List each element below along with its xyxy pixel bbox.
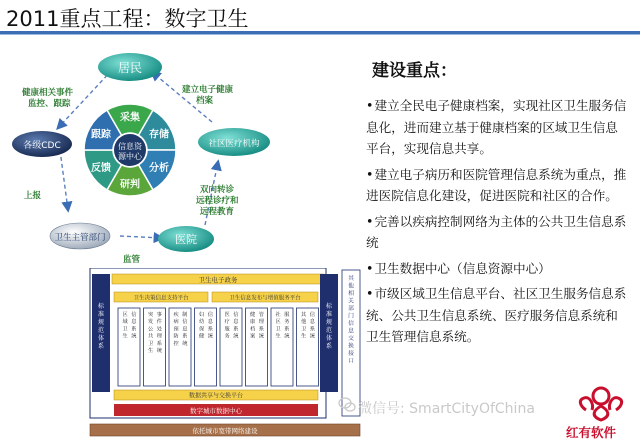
arch-system-column-label: 疾病预防控制信息系统: [173, 312, 188, 347]
bullet-icon: •: [366, 260, 374, 276]
arch-system-column: [144, 308, 166, 386]
key-point-item: [366, 283, 628, 348]
arch-data-center-label: 数字城市数据中心: [190, 407, 242, 415]
key-points-list: [366, 95, 628, 348]
edge-label-monitor-l2: 监控、跟踪: [28, 99, 71, 109]
edge-label-referral-l1: 双向转诊: [200, 185, 235, 195]
info-resource-wheel: [84, 104, 176, 196]
edge-label-report: 上报: [24, 191, 42, 201]
arch-system-column: [271, 308, 293, 386]
arch-exchange-platform-label: 数据共享与交换平台: [188, 392, 244, 400]
architecture-diagram: [88, 268, 364, 440]
arrow-health-dept-hospital: [120, 236, 162, 238]
company-logo-text: 红有软件: [566, 425, 617, 440]
arch-platform-left-label: 卫生决策信息支持平台: [133, 295, 189, 302]
node-hospital: [158, 226, 214, 252]
wheel-segment-label: 跟踪: [90, 129, 111, 141]
edge-label-monitor: [21, 87, 76, 109]
key-point-text: 卫生数据中心（信息资源中心）: [374, 260, 551, 276]
bullet-icon: •: [366, 98, 374, 113]
key-point-text: 市级区域卫生信息平台、社区卫生服务信息系统、公共卫生信息系统、医疗服务信息系统和卫生管理信息系统。: [366, 286, 627, 344]
arch-system-column: [220, 308, 242, 386]
slide-title-bar: [0, 0, 640, 32]
bullet-icon: •: [366, 286, 374, 301]
arch-system-column: [169, 308, 191, 386]
node-residents: [98, 53, 162, 81]
arrow-cdc-health-dept: [60, 150, 68, 210]
node-cdc-label: 各级CDC: [23, 141, 61, 151]
arch-external-interface-label: 其他相关部门信息交换接口: [348, 276, 354, 365]
arch-system-column-label: 突发公共卫生事件处理系统: [147, 312, 162, 354]
arch-right-standards-label: 标准规范体系: [325, 303, 333, 350]
arch-system-column: [246, 308, 268, 386]
key-point-item: [366, 95, 628, 160]
key-points-panel: [366, 50, 628, 352]
edge-label-referral: [196, 184, 241, 217]
wheel-segment-label: 分析: [149, 162, 170, 174]
arch-network-label: 依托城市宽带网络建设: [192, 427, 258, 435]
bullet-icon: •: [366, 166, 374, 182]
wheel-segment-label: 研判: [120, 179, 140, 191]
watermark-text: 微信号: SmartCityOfChina: [358, 401, 535, 417]
arch-system-column-label: 其他卫生信息系统: [300, 312, 315, 340]
arch-system-column-label: 健康档案管理系统: [249, 312, 264, 340]
arch-left-standards-label: 标准规范体系: [97, 303, 105, 350]
arch-system-column: [118, 308, 140, 386]
arch-system-column: [297, 308, 319, 386]
slide-title: 2011重点工程：数字卫生: [6, 7, 249, 31]
node-community-clinic: [198, 128, 270, 156]
wheel-segment-label: 反馈: [90, 162, 111, 174]
key-point-item: [366, 164, 628, 207]
title-underline-light: [0, 34, 640, 35]
arch-system-column-label: 医疗服务信息系统: [224, 312, 239, 340]
edge-label-ehr-l2: 档案: [196, 96, 214, 106]
arch-system-column-label: 妇幼保健信息系统: [198, 312, 213, 340]
edge-label-monitor-l1: 健康相关事件: [22, 88, 74, 98]
arch-system-column: [195, 308, 217, 386]
node-residents-label: 居民: [117, 61, 143, 75]
edge-label-ehr-l1: 建立电子健康: [182, 85, 234, 95]
edge-label-supervise: 监管: [123, 255, 141, 265]
arch-system-column-label: 区域卫生信息系统: [122, 312, 137, 340]
key-points-heading: 建设重点：: [372, 61, 457, 81]
wheel-hub-label: 信息资: [118, 142, 142, 151]
arch-top-band-label: 卫生电子政务: [198, 276, 238, 284]
node-cdc: [12, 131, 72, 157]
wheel-segment-label: 采集: [120, 112, 140, 124]
wheel-hub-label: 源中心: [118, 152, 142, 161]
key-point-text: 建立全民电子健康档案，实现社区卫生服务信息化，进而建立基于健康档案的区域卫生信息平台，实现信息共享。: [366, 98, 627, 156]
edge-label-referral-l3: 远程教育: [200, 207, 235, 217]
node-health-dept: [50, 223, 110, 249]
node-health-dept-label: 卫生主管部门: [54, 233, 106, 243]
key-point-text: 完善以疾病控制网络为主体的公共卫生信息系统: [366, 213, 627, 250]
health-ecosystem-diagram: [0, 40, 365, 270]
arch-system-column-label: 社区卫生服务系统: [275, 312, 290, 340]
bullet-icon: •: [366, 213, 374, 229]
wechat-icon: [338, 396, 356, 414]
node-community-clinic-label: 社区医疗机构: [208, 139, 260, 149]
arch-platform-right-label: 卫生信息发布与增值服务平台: [229, 295, 301, 302]
wheel-segment-label: 存储: [149, 129, 170, 141]
key-point-item: [366, 258, 628, 280]
node-hospital-label: 医院: [175, 233, 197, 246]
key-point-text: 建立电子病历和医院管理信息系统为重点，推进医院信息化建设，促进医院和社区的合作。: [366, 166, 627, 203]
edge-label-referral-l2: 远程诊疗和: [196, 196, 239, 206]
key-point-item: [366, 211, 628, 254]
